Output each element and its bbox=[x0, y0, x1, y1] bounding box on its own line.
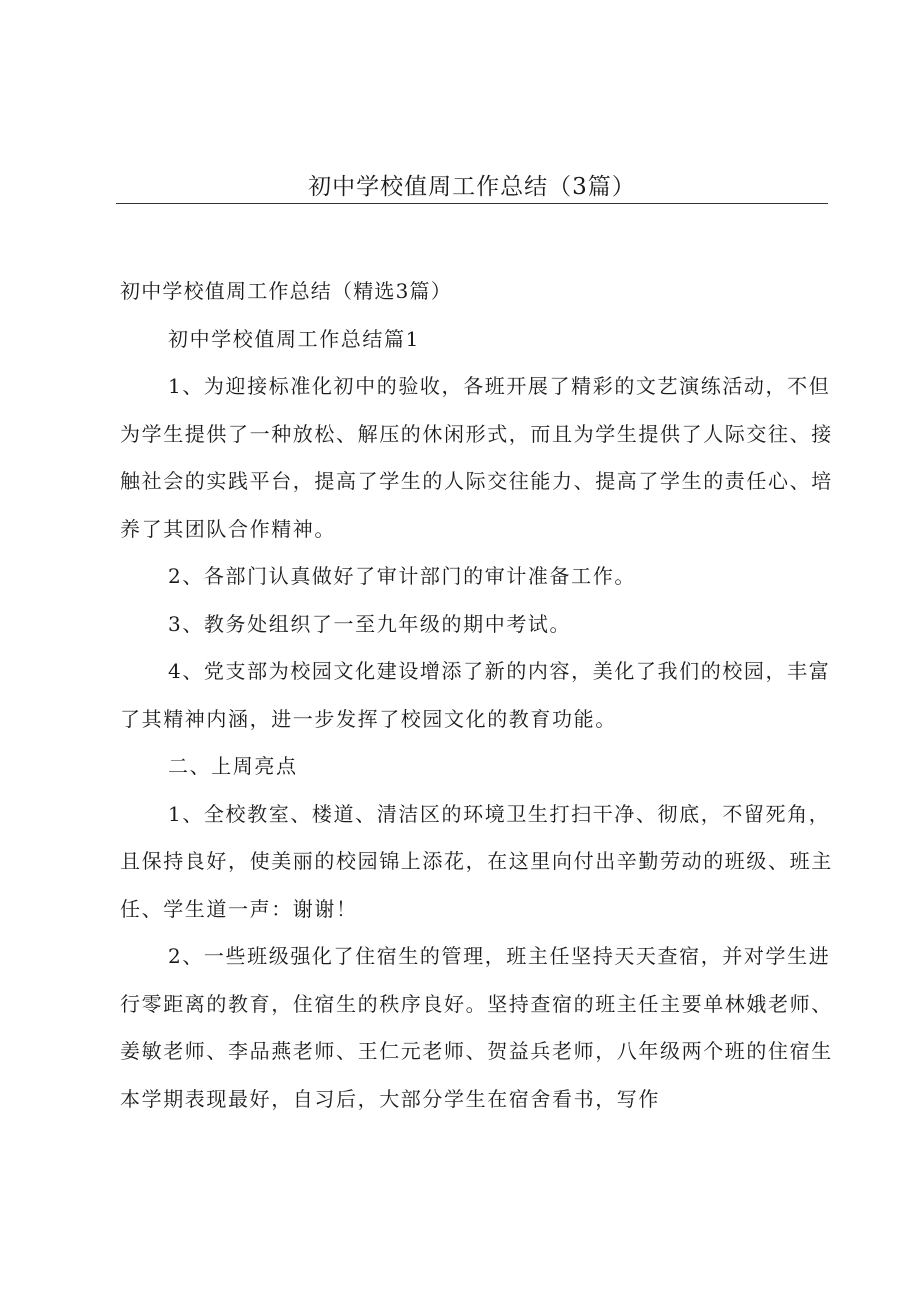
section-heading-highlights: 二、上周亮点 bbox=[168, 754, 298, 778]
document-title: 初中学校值周工作总结（3篇） bbox=[308, 174, 636, 200]
paragraph-3: 3、教务处组织了一至九年级的期中考试。 bbox=[168, 611, 572, 636]
document-subtitle: 初中学校值周工作总结（精选3篇） bbox=[120, 279, 452, 303]
paragraph-5: 1、全校教室、楼道、清洁区的环境卫生打扫干净、彻底，不留死角，且保持良好，使美丽的校园锦上添花，在这里向付出辛勤劳动的班级、班主任、学生道一声：谢谢！ bbox=[120, 801, 833, 921]
document-body bbox=[120, 268, 836, 1123]
paragraph-4: 4、党支部为校园文化建设增添了新的内容，美化了我们的校园，丰富了其精神内涵，进一步发挥了校园文化的教育功能。 bbox=[120, 659, 831, 731]
paragraph-6: 2、一些班级强化了住宿生的管理，班主任坚持天天查宿，并对学生进行零距离的教育，住宿生的秩序良好。坚持查宿的班主任主要单林娥老师、姜敏老师、李品燕老师、王仁元老师、贺益兵老师，八年级两个班的住宿生本学期表现最好，自习后，大部分学生在宿舍看书，写作 bbox=[120, 944, 833, 1111]
paragraph-2: 2、各部门认真做好了审计部门的审计准备工作。 bbox=[168, 564, 636, 588]
title-underline bbox=[116, 203, 828, 204]
paragraph-1: 1、为迎接标准化初中的验收，各班开展了精彩的文艺演练活动，不但为学生提供了一种放松、解压的休闲形式，而且为学生提供了人际交往、接触社会的实践平台，提高了学生的人际交往能力、提高了学生的责任心、培养了其团队合作精神。 bbox=[120, 374, 833, 541]
section-heading: 初中学校值周工作总结篇1 bbox=[168, 326, 420, 351]
